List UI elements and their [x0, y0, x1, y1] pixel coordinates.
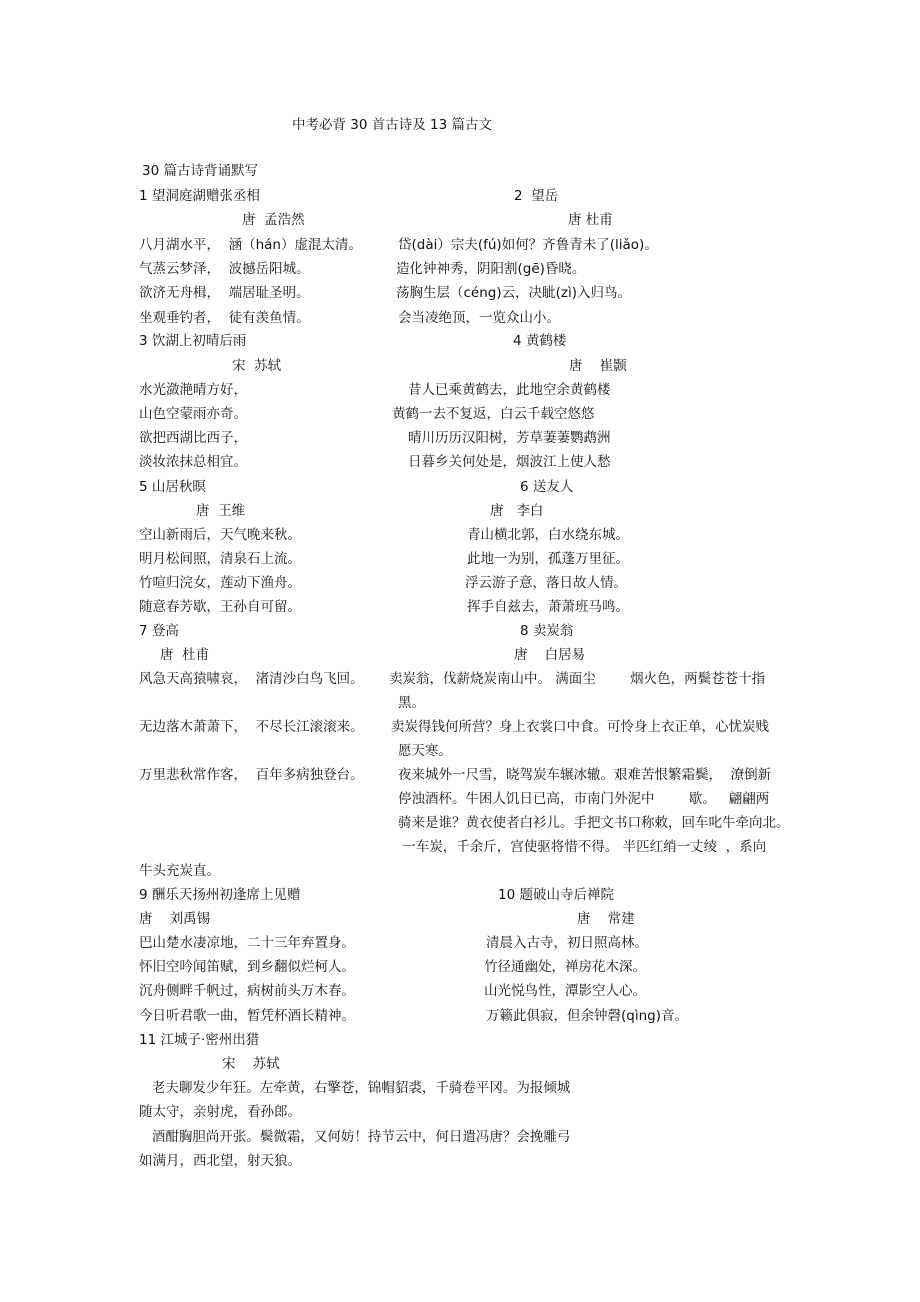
poem-line: 气蒸云梦泽， 波撼岳阳城。 — [139, 261, 310, 277]
poem-line: 青山横北郭，白水绕东城。 — [467, 527, 629, 543]
poem-title: 11 江城子·密州出猎 — [139, 1032, 260, 1048]
poem-line: 今日听君歌一曲，暂凭杯酒长精神。 — [139, 1008, 355, 1024]
poem-line: 一车炭，千余斤，宫使驱将惜不得。 半匹红绡一丈绫 ，系向 — [398, 839, 767, 855]
poem-line: 骑来是谁？黄衣使者白衫儿。手把文书口称敕，回车叱牛牵向北。 — [398, 815, 790, 831]
poem-line: 卖炭翁，伐薪烧炭南山中。 满面尘 烟火色，两鬓苍苍十指 — [389, 671, 766, 687]
poem-line: 日暮乡关何处是，烟波江上使人愁 — [408, 454, 611, 470]
poem-line: 竹喧归浣女，莲动下渔舟。 — [139, 575, 301, 591]
poem-line: 淡妆浓抹总相宜。 — [139, 454, 247, 470]
poem-line: 晴川历历汉阳树，芳草萋萋鹦鹉洲 — [408, 430, 611, 446]
poem-line: 昔人已乘黄鹤去，此地空余黄鹤楼 — [408, 382, 611, 398]
poem-title: 5 山居秋暝 — [139, 479, 206, 495]
poem-line: 明月松间照，清泉石上流。 — [139, 551, 301, 567]
document-title: 中考必背 30 首古诗及 13 篇古文 — [292, 117, 493, 133]
poem-author: 唐 王维 — [196, 503, 246, 519]
poem-line: 黑。 — [398, 695, 425, 711]
poem-line: 竹径通幽处，禅房花木深。 — [484, 959, 646, 975]
poem-line: 巴山楚水凄凉地，二十三年弃置身。 — [139, 935, 355, 951]
poem-line: 卖炭得钱何所营？身上衣裳口中食。可怜身上衣正单，心忧炭贱 — [391, 719, 769, 735]
poem-title: 7 登高 — [139, 623, 179, 639]
poem-line: 沉舟侧畔千帆过，病树前头万木春。 — [139, 983, 355, 999]
poem-line: 坐观垂钓者， 徒有羡鱼情。 — [139, 310, 310, 326]
poem-line: 此地一为别，孤蓬万里征。 — [467, 551, 629, 567]
poem-line: 八月湖水平， 涵（hán）虚混太清。 — [139, 237, 362, 253]
poem-author: 宋 苏轼 — [222, 1056, 280, 1072]
poem-title: 1 望洞庭湖赠张丞相 — [139, 188, 260, 204]
poem-line: 万里悲秋常作客， 百年多病独登台。 — [139, 767, 364, 783]
poem-line: 挥手自兹去，萧萧班马鸣。 — [467, 599, 629, 615]
poem-line: 停浊酒杯。牛困人饥日已高，市南门外泥中 歇。 翩翩两 — [398, 791, 770, 807]
poem-line: 夜来城外一尺雪，晓驾炭车辗冰辙。艰难苦恨繁霜鬓， 潦倒新 — [398, 767, 772, 783]
poem-author: 唐 杜甫 — [160, 647, 210, 663]
poem-line: 山色空蒙雨亦奇。 — [139, 406, 247, 422]
poem-title: 3 饮湖上初晴后雨 — [139, 333, 247, 349]
poem-line: 岱(dài）宗夫(fú)如何？齐鲁青未了(liǎo)。 — [398, 237, 658, 253]
poem-title: 8 卖炭翁 — [520, 623, 574, 639]
poem-title: 9 酬乐天扬州初逢席上见赠 — [139, 887, 301, 903]
poem-line: 如满月，西北望，射天狼。 — [139, 1153, 301, 1169]
poem-author: 唐 李白 — [490, 503, 544, 519]
poem-title: 10 题破山寺后禅院 — [498, 887, 614, 903]
poem-line: 荡胸生层（céng)云，决眦(zì)入归鸟。 — [396, 285, 631, 301]
poem-line: 风急天高猿啸哀， 渚清沙白鸟飞回。 — [139, 671, 364, 687]
poem-line: 造化钟神秀，阴阳割(gē)昏晓。 — [396, 261, 586, 277]
poem-author: 唐 崔颢 — [569, 358, 627, 374]
poem-author: 唐 常建 — [577, 911, 635, 927]
poem-line: 无边落木萧萧下， 不尽长江滚滚来。 — [139, 719, 364, 735]
poem-line: 会当凌绝顶，一览众山小。 — [398, 310, 560, 326]
poem-line: 浮云游子意，落日故人情。 — [465, 575, 627, 591]
poem-title: 6 送友人 — [520, 479, 574, 495]
poem-line: 空山新雨后，天气晚来秋。 — [139, 527, 301, 543]
poem-line: 黄鹤一去不复返，白云千载空悠悠 — [392, 406, 595, 422]
poem-title: 4 黄鹤楼 — [513, 333, 567, 349]
poem-line: 牛头充炭直。 — [139, 863, 220, 879]
poem-author: 唐 杜甫 — [568, 212, 613, 228]
poem-author: 唐 孟浩然 — [242, 212, 305, 228]
poem-line: 万籁此俱寂，但余钟磬(qìng)音。 — [486, 1008, 688, 1024]
poem-line: 怀旧空吟闻笛赋，到乡翻似烂柯人。 — [139, 959, 355, 975]
poem-title: 2 望岳 — [514, 188, 559, 204]
poem-author: 唐 白居易 — [514, 647, 586, 663]
poem-author: 宋 苏轼 — [232, 358, 282, 374]
poem-line: 老夫聊发少年狂。左牵黄，右擎苍，锦帽貂裘，千骑卷平冈。为报倾城 — [139, 1080, 571, 1096]
poem-line: 随太守，亲射虎，看孙郎。 — [139, 1104, 301, 1120]
poem-line: 愿天寒。 — [398, 743, 452, 759]
poem-line: 山光悦鸟性，潭影空人心。 — [484, 983, 646, 999]
poem-line: 清晨入古寺，初日照高林。 — [486, 935, 648, 951]
poem-line: 随意春芳歇，王孙自可留。 — [139, 599, 301, 615]
section-heading: 30 篇古诗背诵默写 — [142, 163, 258, 179]
poem-line: 水光潋滟晴方好， — [139, 382, 247, 398]
poem-line: 欲把西湖比西子， — [139, 430, 247, 446]
poem-line: 欲济无舟楫， 端居耻圣明。 — [139, 285, 310, 301]
poem-author: 唐 刘禹锡 — [139, 911, 211, 927]
poem-line: 酒酣胸胆尚开张。鬓微霜，又何妨！持节云中，何日遣冯唐？会挽雕弓 — [139, 1129, 571, 1145]
